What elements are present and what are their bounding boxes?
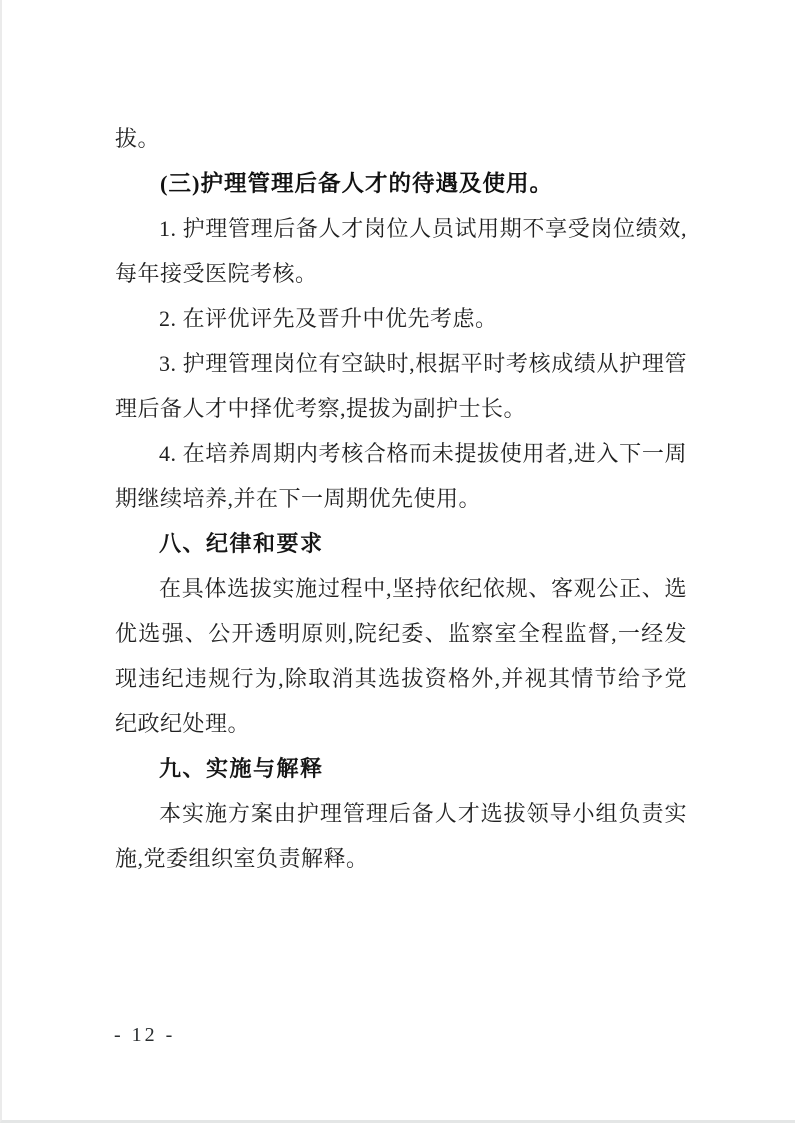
- section-heading-implementation-and-interpretation: 九、实施与解释: [159, 756, 324, 781]
- paragraph-implementation-body: 本实施方案由护理管理后备人才选拔领导小组负责实施,党委组织室负责解释。: [115, 801, 687, 871]
- numbered-item-1: 1. 护理管理后备人才岗位人员试用期不享受岗位绩效,每年接受医院考核。: [115, 216, 687, 286]
- section-heading-discipline-and-requirements: 八、纪律和要求: [159, 531, 324, 556]
- page-content: [115, 116, 687, 881]
- subsection-heading-treatment-and-use: (三)护理管理后备人才的待遇及使用。: [160, 171, 553, 196]
- numbered-item-2: 2. 在评优评先及晋升中优先考虑。: [159, 306, 498, 331]
- paragraph-discipline-body: 在具体选拔实施过程中,坚持依纪依规、客观公正、选优选强、公开透明原则,院纪委、监察室全程监督,一经发现违纪违规行为,除取消其选拔资格外,并视其情节给予党纪政纪处理。: [115, 576, 687, 736]
- numbered-item-3: 3. 护理管理岗位有空缺时,根据平时考核成绩从护理管理后备人才中择优考察,提拔为副护士长。: [115, 351, 687, 421]
- page-number: - 12 -: [114, 1024, 176, 1046]
- numbered-item-4: 4. 在培养周期内考核合格而未提拔使用者,进入下一周期继续培养,并在下一周期优先使用。: [115, 441, 687, 511]
- paragraph-continuation: 拔。: [115, 126, 161, 151]
